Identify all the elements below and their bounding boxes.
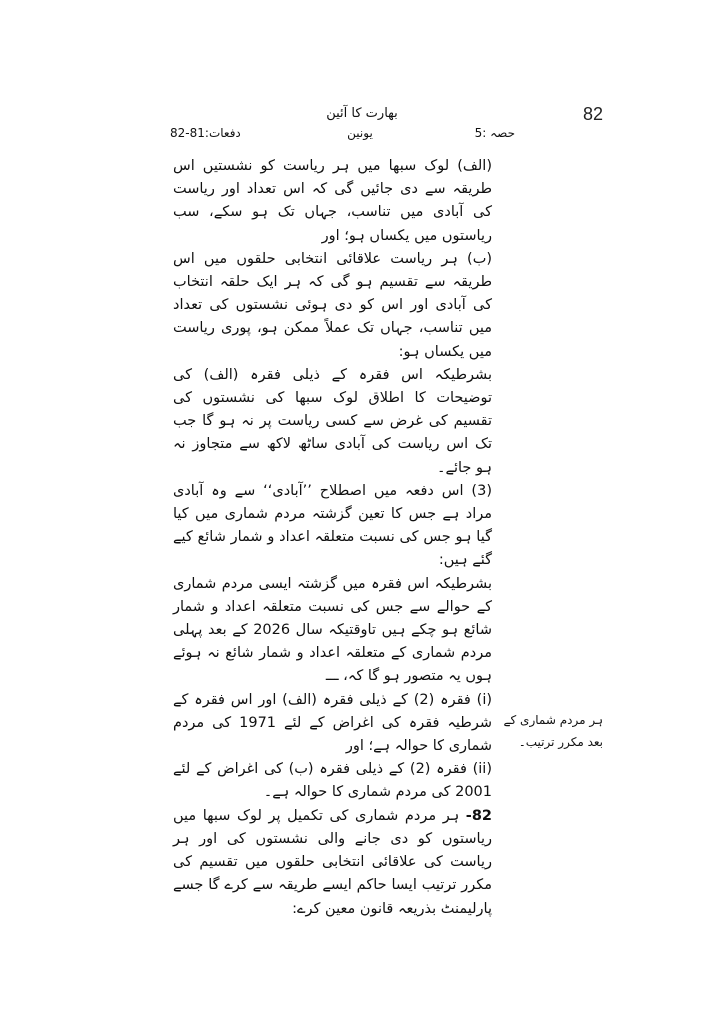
paragraph-item-i: (i) فقرہ (2) کے ذیلی فقرہ (الف) اور اس فقرہ کے شرطیہ فقرہ کی اغراض کے لئے 1971 کی مردم شماری کا حوالہ ہے؛ اور (173, 691, 493, 755)
header-part: یونین (347, 126, 373, 140)
paragraph-clause-3: (3) اس دفعہ میں اصطلاح ’’آبادی‘‘ سے وہ آبادی مراد ہے جس کا تعین گزشتہ مردم شماری میں کیا گیا ہو جس کی نسبت متعلقہ اعداد و شمار شائع کیے گئے ہیں: (173, 482, 492, 569)
paragraph-clause-b: (ب) ہر ریاست علاقائی انتخابی حلقوں میں اس طریقہ سے تقسیم ہو گی کہ ہر ایک حلقہ انتخاب کی آبادی اور اس کو دی ہوئی نشستوں کی تعداد میں تناسب، جہاں تک عملاً ممکن ہو، پوری ریاست میں یکساں ہو: (173, 250, 492, 360)
paragraph-item-ii: (ii) فقرہ (2) کے ذیلی فقرہ (ب) کی اغراض کے لئے 2001 کی مردم شماری کا حوالہ ہے۔ (173, 761, 492, 801)
paragraph-proviso-1: بشرطیکہ اس فقرہ کے ذیلی فقرہ (الف) کی توضیحات کا اطلاق لوک سبھا کی نشستوں کی تقسیم کی غرض سے کسی ریاست پر نہ ہو گا جب تک اس ریاست کی آبادی ساٹھ لاکھ سے متجاوز نہ ہو جائے۔ (173, 366, 492, 476)
running-title: بھارت کا آئین (326, 106, 398, 121)
article-82-text: ہر مردم شماری کی تکمیل پر لوک سبھا میں ریاستوں کو دی جانے والی نشستوں کی اور ہر ریاست کی علاقائی انتخابی حلقوں میں تقسیم کی مکرر ترتیب ایسا حاکم ایسے طریقہ سے کرے گا جسے پارلیمنٹ بذریعہ قانون معین کرے: (173, 807, 492, 917)
margin-note: ہر مردم شماری کے بعد مکرر ترتیب۔ (503, 713, 603, 749)
paragraph-proviso-2: بشرطیکہ اس فقرہ میں گزشتہ ایسی مردم شماری کے حوالے سے جس کی نسبت متعلقہ اعداد و شمار شائع ہو چکے ہیں تاوقتیکہ سال 2026 کے بعد پہلی مردم شماری کے متعلقہ اعداد و شمار شائع نہ ہوئے ہوں یہ متصور ہو گا کہ، ـــ (173, 575, 492, 685)
paragraph-article-82 (173, 805, 492, 921)
article-82-number: 82- (465, 807, 492, 824)
header-section: حصہ :5 (474, 126, 515, 140)
body-text (173, 155, 492, 921)
page-number: 82 (583, 104, 604, 124)
paragraph-clause-a: (الف) لوک سبھا میں ہر ریاست کو نشستیں اس طریقہ سے دی جائیں گی کہ اس تعداد اور ریاست کی آبادی میں تناسب، جہاں تک ہو سکے، سب ریاستوں میں یکساں ہو؛ اور (173, 158, 492, 244)
header-articles: دفعات:81-82 (170, 126, 241, 140)
